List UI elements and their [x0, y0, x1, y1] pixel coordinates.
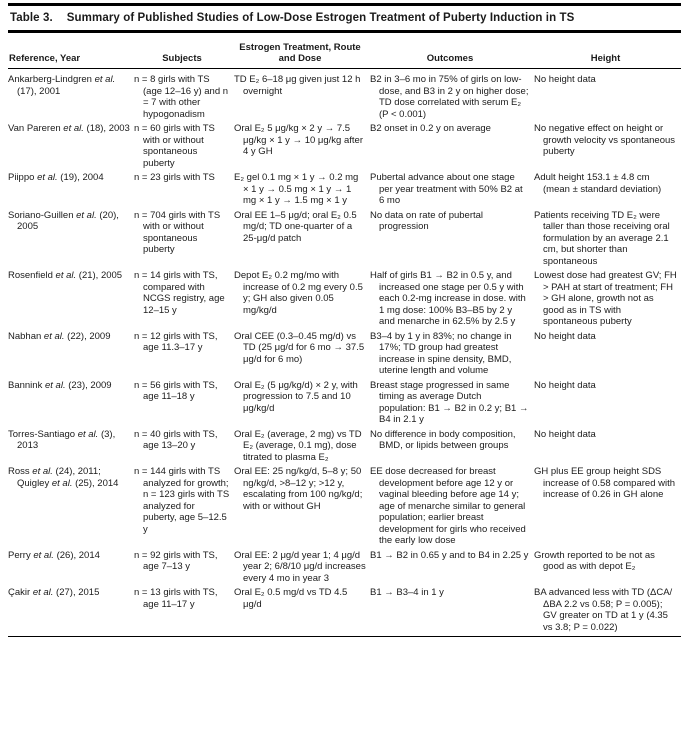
column-header-treatment: Estrogen Treatment, Route and Dose — [239, 42, 361, 64]
height-text: No negative effect on height or growth velocity vs spontaneous puberty — [534, 123, 676, 157]
reference-text: Soriano-Guillen et al. (20), 2005 — [8, 209, 119, 232]
cell-outcomes — [370, 587, 534, 637]
table-header — [8, 33, 681, 69]
cell-reference — [8, 429, 134, 467]
table-row — [8, 69, 681, 124]
subjects-text: n = 13 girls with TS, age 11–17 y — [134, 587, 218, 610]
column-header-height: Height — [590, 53, 621, 64]
outcomes-text: EE dose decreased for breast development before age 12 y or vaginal bleeding before age 14 y; age of menarche similar to general population; earlier breast development for girls who received the early low dose — [370, 466, 526, 546]
outcomes-text: No data on rate of pubertal progression — [370, 209, 484, 232]
cell-outcomes — [370, 380, 534, 429]
treatment-text: Oral E₂ (5 μg/kg/d) × 2 y, with progression to 7.5 and 10 μg/kg/d — [234, 379, 358, 414]
cell-height — [534, 429, 681, 467]
cell-reference — [8, 210, 134, 271]
reference-text: Çakir et al. (27), 2015 — [8, 587, 100, 598]
height-text: Lowest dose had greatest GV; FH > PAH at start of treatment; FH > GH alone, growth not as good as in TS with spontaneous puberty — [534, 270, 677, 327]
subjects-text: n = 92 girls with TS, age 7–13 y — [134, 549, 218, 572]
table-row — [8, 270, 681, 331]
subjects-text: n = 8 girls with TS (age 12–16 y) and n = 7 with other hypogonadism — [134, 74, 229, 120]
table-row — [8, 331, 681, 380]
cell-treatment — [234, 331, 370, 380]
cell-treatment — [234, 210, 370, 271]
treatment-text: Depot E₂ 0.2 mg/mo with increase of 0.2 mg every 0.5 y; GH also given 0.05 mg/kg/d — [234, 270, 363, 316]
header-row — [8, 33, 681, 69]
table-row — [8, 380, 681, 429]
reference-text: Piippo et al. (19), 2004 — [8, 172, 104, 183]
height-text: Patients receiving TD E₂ were taller than those receiving oral formulation by an average 2.1 cm, but shorter than spontaneous — [534, 209, 670, 267]
reference-text: Perry et al. (26), 2014 — [8, 549, 100, 561]
cell-reference — [8, 550, 134, 588]
table-row — [8, 210, 681, 271]
reference-text: Ross et al. (24), 2011; Quigley et al. (25), 2014 — [8, 466, 119, 489]
table-body — [8, 69, 681, 637]
cell-outcomes — [370, 210, 534, 271]
cell-treatment — [234, 587, 370, 637]
cell-height — [534, 172, 681, 210]
column-header-reference: Reference, Year — [9, 53, 81, 64]
cell-outcomes — [370, 550, 534, 588]
outcomes-text: B2 in 3–6 mo in 75% of girls on low-dose, and B3 in 2 y on higher dose; TD dose correlated with serum E₂ (P < 0.001) — [370, 74, 529, 120]
cell-subjects — [134, 331, 234, 380]
cell-subjects — [134, 210, 234, 271]
cell-treatment — [234, 466, 370, 550]
table-caption: Summary of Published Studies of Low-Dose Estrogen Treatment of Puberty Induction in TS — [66, 12, 575, 24]
table-row — [8, 550, 681, 588]
cell-subjects — [134, 270, 234, 331]
cell-height — [534, 123, 681, 172]
cell-height — [534, 587, 681, 637]
height-text: No height data — [534, 74, 596, 85]
cell-outcomes — [370, 331, 534, 380]
height-text: No height data — [534, 330, 596, 342]
outcomes-text: Pubertal advance about one stage per year treatment with 50% B2 at 6 mo — [370, 172, 523, 206]
cell-reference — [8, 587, 134, 637]
cell-treatment — [234, 270, 370, 331]
subjects-text: n = 144 girls with TS analyzed for growth; n = 123 girls with TS analyzed for puberty, age 5–12.5 y — [134, 466, 230, 535]
subjects-text: n = 40 girls with TS, age 13–20 y — [134, 428, 218, 451]
reference-text: Torres-Santiago et al. (3), 2013 — [8, 428, 116, 451]
reference-text: Van Pareren et al. (18), 2003 — [8, 123, 130, 134]
cell-height — [534, 380, 681, 429]
cell-reference — [8, 466, 134, 550]
outcomes-text: B1 → B2 in 0.65 y and to B4 in 2.25 y — [370, 549, 529, 561]
reference-text: Ankarberg-Lindgren et al. (17), 2001 — [8, 74, 116, 97]
reference-text: Nabhan et al. (22), 2009 — [8, 330, 111, 342]
height-text: BA advanced less with TD (ΔCA/ΔBA 2.2 vs 0.58; P = 0.005); GV greater on TD at 1 y (4.35 vs 3.8; P = 0.022) — [534, 587, 673, 633]
treatment-text: Oral E₂ 0.5 mg/d vs TD 4.5 μg/d — [234, 587, 348, 610]
table-row — [8, 123, 681, 172]
cell-height — [534, 210, 681, 271]
cell-treatment — [234, 172, 370, 210]
cell-outcomes — [370, 466, 534, 550]
cell-reference — [8, 123, 134, 172]
height-text: Growth reported to be not as good as with depot E₂ — [534, 549, 655, 572]
cell-subjects — [134, 123, 234, 172]
treatment-text: Oral CEE (0.3–0.45 mg/d) vs TD (25 μg/d for 6 mo → 37.5 μg/d for 6 mo) — [234, 330, 365, 365]
cell-subjects — [134, 429, 234, 467]
cell-treatment — [234, 550, 370, 588]
subjects-text: n = 60 girls with TS with or without spontaneous puberty — [134, 123, 215, 169]
cell-reference — [8, 69, 134, 124]
treatment-text: Oral EE: 25 ng/kg/d, 5–8 y; 50 ng/kg/d, >8–12 y; >12 y, escalating from 100 ng/kg/d; with or without GH — [234, 466, 363, 512]
cell-subjects — [134, 380, 234, 429]
outcomes-text: B3–4 by 1 y in 83%; no change in 17%; TD group had greatest increase in spine density, BMD, uterine length and volume — [370, 330, 512, 376]
height-text: No height data — [534, 379, 596, 391]
subjects-text: n = 704 girls with TS with or without spontaneous puberty — [134, 209, 221, 255]
cell-subjects — [134, 550, 234, 588]
reference-text: Rosenfield et al. (21), 2005 — [8, 270, 123, 281]
subjects-text: n = 23 girls with TS — [134, 172, 215, 183]
cell-reference — [8, 331, 134, 380]
treatment-text: Oral E₂ 5 μg/kg × 2 y → 7.5 μg/kg × 1 y → 10 μg/kg after 4 y GH — [234, 123, 363, 157]
treatment-text: Oral E₂ (average, 2 mg) vs TD E₂ (average, 0.1 mg), dose titrated to plasma E₂ — [234, 428, 362, 463]
table-3 — [8, 33, 681, 637]
cell-subjects — [134, 69, 234, 124]
treatment-text: TD E₂ 6–18 μg given just 12 h overnight — [234, 74, 361, 97]
cell-reference — [8, 172, 134, 210]
cell-height — [534, 466, 681, 550]
table-row — [8, 429, 681, 467]
subjects-text: n = 14 girls with TS, compared with NCGS registry, age 12–15 y — [134, 270, 225, 316]
cell-subjects — [134, 172, 234, 210]
treatment-text: E₂ gel 0.1 mg × 1 y → 0.2 mg × 1 y → 0.5 mg × 1 y → 1 mg × 1 y → 1.5 mg × 1 y — [234, 172, 359, 206]
cell-outcomes — [370, 69, 534, 124]
cell-reference — [8, 270, 134, 331]
cell-reference — [8, 380, 134, 429]
cell-outcomes — [370, 429, 534, 467]
cell-outcomes — [370, 172, 534, 210]
table-row — [8, 466, 681, 550]
cell-treatment — [234, 380, 370, 429]
table-row — [8, 587, 681, 637]
subjects-text: n = 56 girls with TS, age 11–18 y — [134, 379, 218, 402]
cell-treatment — [234, 123, 370, 172]
cell-outcomes — [370, 123, 534, 172]
outcomes-text: B1 → B3–4 in 1 y — [370, 587, 444, 598]
table-number: Table 3. — [10, 12, 53, 24]
table-title — [8, 3, 681, 33]
cell-height — [534, 69, 681, 124]
column-header-subjects: Subjects — [162, 53, 202, 64]
cell-treatment — [234, 429, 370, 467]
treatment-text: Oral EE: 2 μg/d year 1; 4 μg/d year 2; 6/8/10 μg/d increases every 4 mo in year 3 — [234, 549, 366, 584]
outcomes-text: B2 onset in 0.2 y on average — [370, 123, 491, 134]
reference-text: Bannink et al. (23), 2009 — [8, 379, 112, 391]
outcomes-text: No difference in body composition, BMD, or lipids between groups — [370, 428, 516, 451]
subjects-text: n = 12 girls with TS, age 11.3–17 y — [134, 330, 218, 353]
cell-height — [534, 331, 681, 380]
outcomes-text: Half of girls B1 → B2 in 0.5 y, and increased one stage per 0.5 y with each 0.2-mg increase in dose. with 1 mg dose: 100% B3–B5 by 2 y and menarche in 62.5% by 2.5 y — [370, 270, 526, 327]
cell-subjects — [134, 466, 234, 550]
cell-outcomes — [370, 270, 534, 331]
outcomes-text: Breast stage progressed in same timing as average Dutch population: B1 → B2 in 0.2 y; B1 → B4 in 2.1 y — [370, 379, 529, 425]
height-text: Adult height 153.1 ± 4.8 cm (mean ± standard deviation) — [534, 172, 662, 195]
cell-height — [534, 270, 681, 331]
table-row — [8, 172, 681, 210]
cell-height — [534, 550, 681, 588]
cell-treatment — [234, 69, 370, 124]
cell-subjects — [134, 587, 234, 637]
column-header-outcomes: Outcomes — [426, 53, 474, 64]
height-text: GH plus EE group height SDS increase of 0.58 compared with increase of 0.26 in GH alone — [534, 466, 676, 500]
treatment-text: Oral EE 1–5 μg/d; oral E₂ 0.5 mg/d; TD one-quarter of a 25-μg/d patch — [234, 209, 357, 244]
height-text: No height data — [534, 428, 596, 440]
